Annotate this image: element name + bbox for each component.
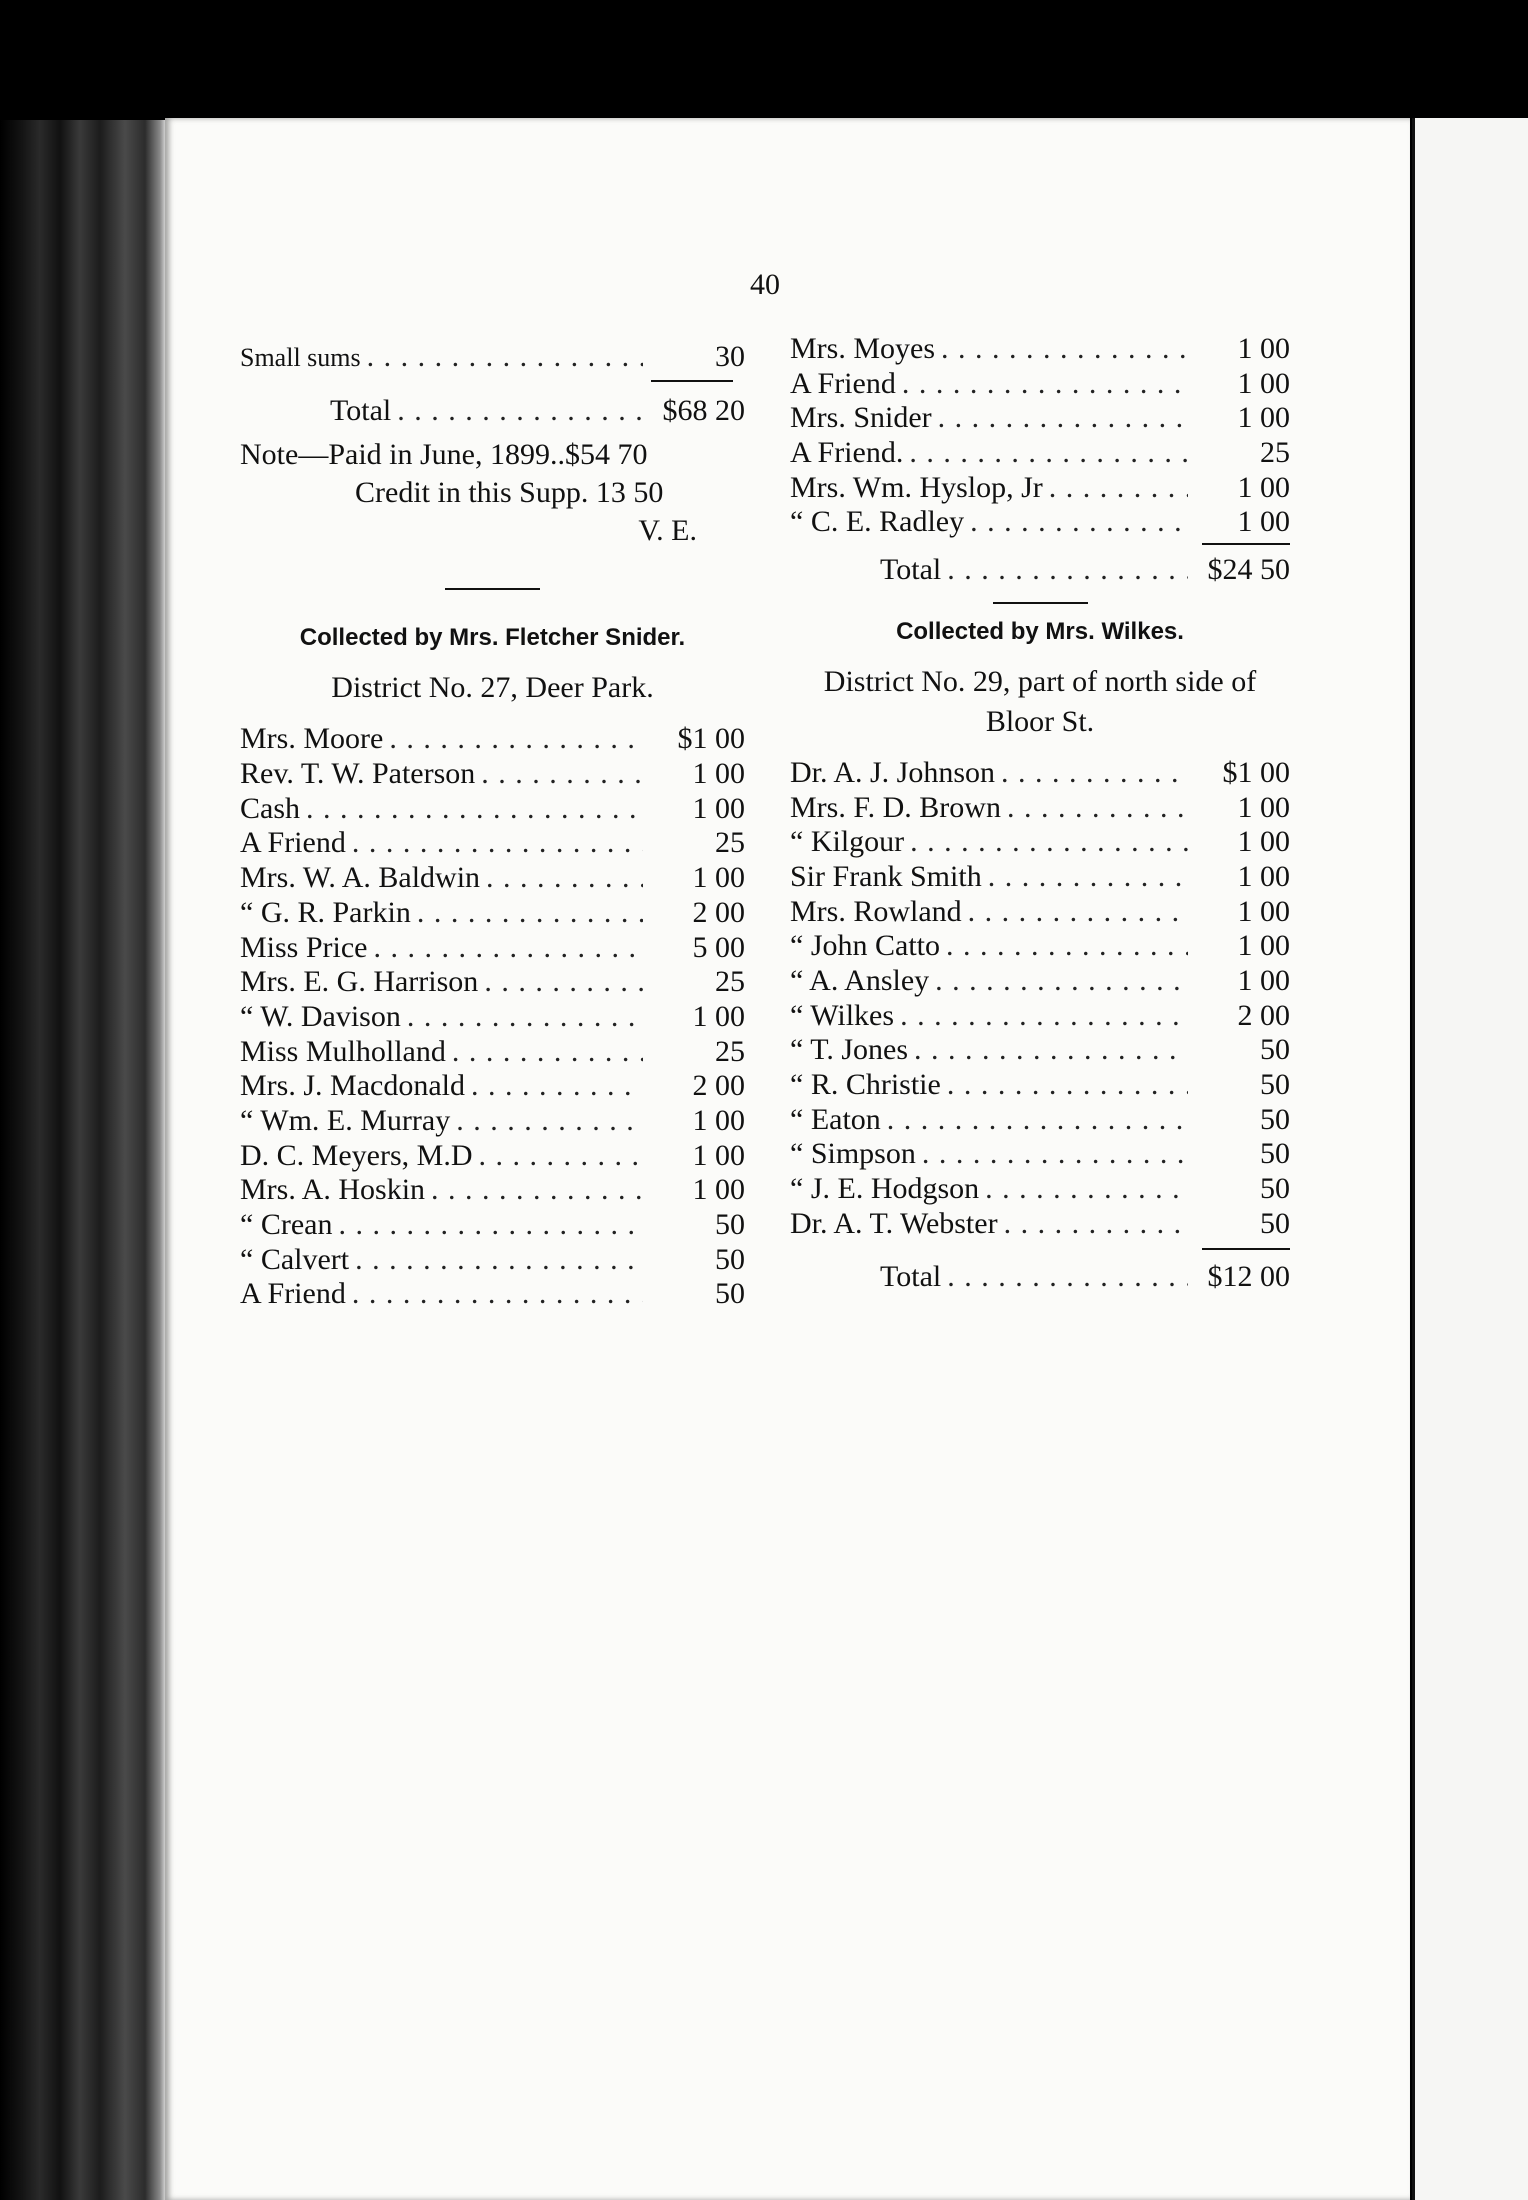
list-item <box>790 1033 1290 1068</box>
list-item <box>790 1172 1290 1207</box>
total-label: Total <box>880 553 942 587</box>
leader-dots <box>968 895 1188 929</box>
entry-amount: 1 00 <box>1237 505 1290 539</box>
entry-name: Mrs. E. G. Harrison <box>240 965 479 999</box>
total-amount: $12 00 <box>1207 1260 1290 1294</box>
entry-amount: 50 <box>1260 1137 1290 1171</box>
entry-amount: $1 00 <box>1222 755 1290 789</box>
list-item <box>790 1103 1290 1138</box>
entry-amount: 1 00 <box>692 1138 745 1172</box>
entry-name: Cash <box>240 791 300 825</box>
entry-name: “ John Catto <box>790 929 940 963</box>
list-item <box>240 1069 745 1104</box>
sum-rule <box>1202 1247 1290 1250</box>
note-line: Note—Paid in June, 1899..$54 70 <box>240 438 648 472</box>
entry-amount: 50 <box>1260 1033 1290 1067</box>
entry-amount: 25 <box>715 965 745 999</box>
leader-dots <box>909 436 1188 470</box>
leader-dots <box>887 1103 1188 1137</box>
leader-dots <box>352 1277 643 1311</box>
entry-amount: 5 00 <box>692 930 745 964</box>
entry-amount: 50 <box>1260 1206 1290 1240</box>
list-item <box>790 999 1290 1034</box>
entry-name: Mrs. J. Macdonald <box>240 1069 465 1103</box>
list-item <box>790 756 1290 791</box>
entry-name: “ Calvert <box>240 1242 350 1276</box>
leader-dots <box>431 1173 643 1207</box>
list-item <box>790 436 1290 471</box>
entry-amount: 1 00 <box>1237 894 1290 928</box>
note-credit-line: Credit in this Supp. 13 50 <box>355 476 664 510</box>
list-item <box>790 791 1290 826</box>
book-spine <box>0 120 165 2200</box>
list-item <box>790 1068 1290 1103</box>
leader-dots <box>407 1000 643 1034</box>
entry-amount: 1 00 <box>1237 366 1290 400</box>
entry-amount: 1 00 <box>1237 929 1290 963</box>
list-item <box>240 965 745 1000</box>
entry-name: D. C. Meyers, M.D <box>240 1138 473 1172</box>
entry-name: “ Simpson <box>790 1137 916 1171</box>
list-item <box>240 1173 745 1208</box>
entry-amount: 1 00 <box>692 1173 745 1207</box>
leader-dots <box>988 860 1188 894</box>
right-column <box>790 332 1290 1295</box>
list-item <box>240 896 745 931</box>
section-divider <box>445 588 540 590</box>
page-number: 40 <box>750 268 780 301</box>
leader-dots <box>947 553 1188 587</box>
leader-dots <box>985 1172 1188 1206</box>
entry-name: A Friend. <box>790 436 904 470</box>
list-item <box>790 825 1290 860</box>
list-item <box>790 367 1290 402</box>
entry-amount: 1 00 <box>1237 332 1290 365</box>
list-item <box>790 929 1290 964</box>
entry-amount: 25 <box>1260 436 1290 470</box>
entry-name: Small sums <box>240 343 361 372</box>
leader-dots <box>947 1068 1188 1102</box>
entry-amount: 50 <box>715 1208 745 1241</box>
list-item <box>240 1000 745 1035</box>
leader-dots <box>471 1069 643 1103</box>
entry-amount: 1 00 <box>1237 470 1290 504</box>
total-label: Total <box>880 1260 942 1294</box>
entry-name: Dr. A. J. Johnson <box>790 755 996 789</box>
leader-dots <box>970 505 1188 539</box>
section-divider <box>993 602 1088 604</box>
entry-name: “ W. Davison <box>240 999 401 1033</box>
entry-name: “ Kilgour <box>790 825 905 859</box>
entry-name: “ Wilkes <box>790 998 895 1032</box>
leader-dots <box>935 964 1188 998</box>
total-row <box>790 553 1290 588</box>
entry-amount: 1 00 <box>692 999 745 1033</box>
entry-name: Mrs. W. A. Baldwin <box>240 861 481 895</box>
leader-dots <box>481 757 643 791</box>
leader-dots <box>456 1104 643 1138</box>
entry-amount: 1 00 <box>1237 790 1290 824</box>
entry-amount: $1 00 <box>677 722 745 756</box>
list-item <box>240 792 745 827</box>
entry-amount: 1 00 <box>692 861 745 895</box>
entry-amount: 25 <box>715 1034 745 1068</box>
note-signature: V. E. <box>638 514 697 548</box>
list-item <box>240 722 745 757</box>
entry-name: Mrs. Wm. Hyslop, Jr <box>790 470 1043 504</box>
leader-dots <box>946 929 1188 963</box>
leader-dots <box>352 826 643 860</box>
list-item <box>240 931 745 966</box>
entry-name: Mrs. Rowland <box>790 894 962 928</box>
list-item <box>790 332 1290 367</box>
leader-dots <box>306 792 643 826</box>
entry-amount: 30 <box>715 340 745 373</box>
entry-name: A Friend <box>240 1277 346 1311</box>
entry-amount: 50 <box>715 1277 745 1311</box>
list-item <box>790 1207 1290 1242</box>
list-item <box>790 1137 1290 1172</box>
leader-dots <box>947 1260 1188 1294</box>
entry-name: A Friend <box>790 366 896 400</box>
leader-dots <box>486 861 643 895</box>
leader-dots <box>1001 756 1188 790</box>
entry-amount: 1 00 <box>1237 859 1290 893</box>
leader-dots <box>397 394 643 428</box>
entry-name: “ R. Christie <box>790 1068 941 1101</box>
entry-amount: 50 <box>1260 1172 1290 1206</box>
leader-dots <box>417 896 643 930</box>
entry-amount: 2 00 <box>692 1069 745 1103</box>
leader-dots <box>900 999 1188 1033</box>
list-item <box>240 1243 745 1278</box>
leader-dots <box>389 722 643 756</box>
total-row <box>790 1260 1290 1295</box>
entry-name: “ T. Jones <box>790 1033 909 1067</box>
leader-dots <box>452 1035 643 1069</box>
leader-dots <box>479 1139 644 1173</box>
entry-amount: 1 00 <box>1237 825 1290 859</box>
list-item <box>240 861 745 896</box>
list-item <box>240 340 745 375</box>
section-heading: Collected by Mrs. Fletcher Snider. <box>299 624 686 652</box>
list-item <box>240 1139 745 1174</box>
entry-name: Rev. T. W. Paterson <box>240 757 476 791</box>
list-item <box>790 964 1290 999</box>
entry-name: “ Wm. E. Murray <box>240 1103 451 1137</box>
entry-name: Mrs. Snider <box>790 401 932 435</box>
list-item <box>240 1104 745 1139</box>
entries-list <box>790 756 1290 1242</box>
left-column <box>240 340 745 1312</box>
total-row <box>240 394 745 429</box>
entry-name: Mrs. Moyes <box>790 332 936 365</box>
entries-list <box>240 722 745 1312</box>
leader-dots <box>484 965 643 999</box>
leader-dots <box>910 825 1188 859</box>
total-label: Total <box>330 393 392 427</box>
list-item <box>240 1277 745 1312</box>
entry-name: Dr. A. T. Webster <box>790 1206 998 1240</box>
entry-amount: 2 00 <box>692 895 745 929</box>
list-item <box>240 1035 745 1070</box>
list-item <box>240 757 745 792</box>
entry-amount: 1 00 <box>1237 963 1290 997</box>
leader-dots <box>367 340 643 374</box>
sum-rule <box>1202 542 1290 545</box>
list-item <box>790 895 1290 930</box>
list-item <box>790 401 1290 436</box>
entry-name: “ Eaton <box>790 1102 881 1136</box>
leader-dots <box>914 1033 1188 1067</box>
entry-amount: 1 00 <box>1237 401 1290 435</box>
leader-dots <box>1007 791 1188 825</box>
leader-dots <box>902 367 1188 401</box>
entry-name: A Friend <box>240 826 346 860</box>
total-amount: $68 20 <box>662 393 745 427</box>
entry-name: “ G. R. Parkin <box>240 895 411 929</box>
leader-dots <box>355 1243 643 1277</box>
adjacent-page-edge <box>1412 118 1528 2200</box>
entry-name: “ A. Ansley <box>790 963 930 997</box>
entry-name: “ J. E. Hodgson <box>790 1172 980 1206</box>
entry-amount: 25 <box>715 826 745 860</box>
entry-name: Mrs. F. D. Brown <box>790 790 1001 824</box>
entry-name: Mrs. Moore <box>240 722 384 756</box>
entry-amount: 1 00 <box>692 1103 745 1137</box>
list-item <box>790 860 1290 895</box>
list-item <box>240 826 745 861</box>
entry-name: Mrs. A. Hoskin <box>240 1173 426 1207</box>
leader-dots <box>941 332 1188 366</box>
list-item <box>790 471 1290 506</box>
entry-amount: 50 <box>1260 1102 1290 1136</box>
entry-name: “ C. E. Radley <box>790 505 965 539</box>
list-item <box>790 505 1290 540</box>
total-amount: $24 50 <box>1207 553 1290 587</box>
entry-amount: 2 00 <box>1237 998 1290 1032</box>
entry-amount: 1 00 <box>692 791 745 825</box>
entry-amount: 50 <box>715 1242 745 1276</box>
entry-name: Sir Frank Smith <box>790 859 982 893</box>
list-item <box>240 1208 745 1243</box>
leader-dots <box>1049 471 1188 505</box>
entry-amount: 50 <box>1260 1068 1290 1101</box>
leader-dots <box>922 1137 1188 1171</box>
leader-dots <box>338 1208 643 1242</box>
entries-list-top <box>790 332 1290 540</box>
district-title: District No. 29, part of north side of Bloor St. <box>823 664 1257 738</box>
leader-dots <box>374 931 644 965</box>
sum-rule <box>651 379 733 382</box>
leader-dots <box>938 401 1188 435</box>
entry-name: Miss Price <box>240 930 368 964</box>
leader-dots <box>1004 1207 1188 1241</box>
entry-amount: 1 00 <box>692 757 745 791</box>
section-heading: Collected by Mrs. Wilkes. <box>896 617 1184 645</box>
entry-name: “ Crean <box>240 1208 333 1241</box>
entry-name: Miss Mulholland <box>240 1034 446 1068</box>
district-title: District No. 27, Deer Park. <box>331 671 654 705</box>
